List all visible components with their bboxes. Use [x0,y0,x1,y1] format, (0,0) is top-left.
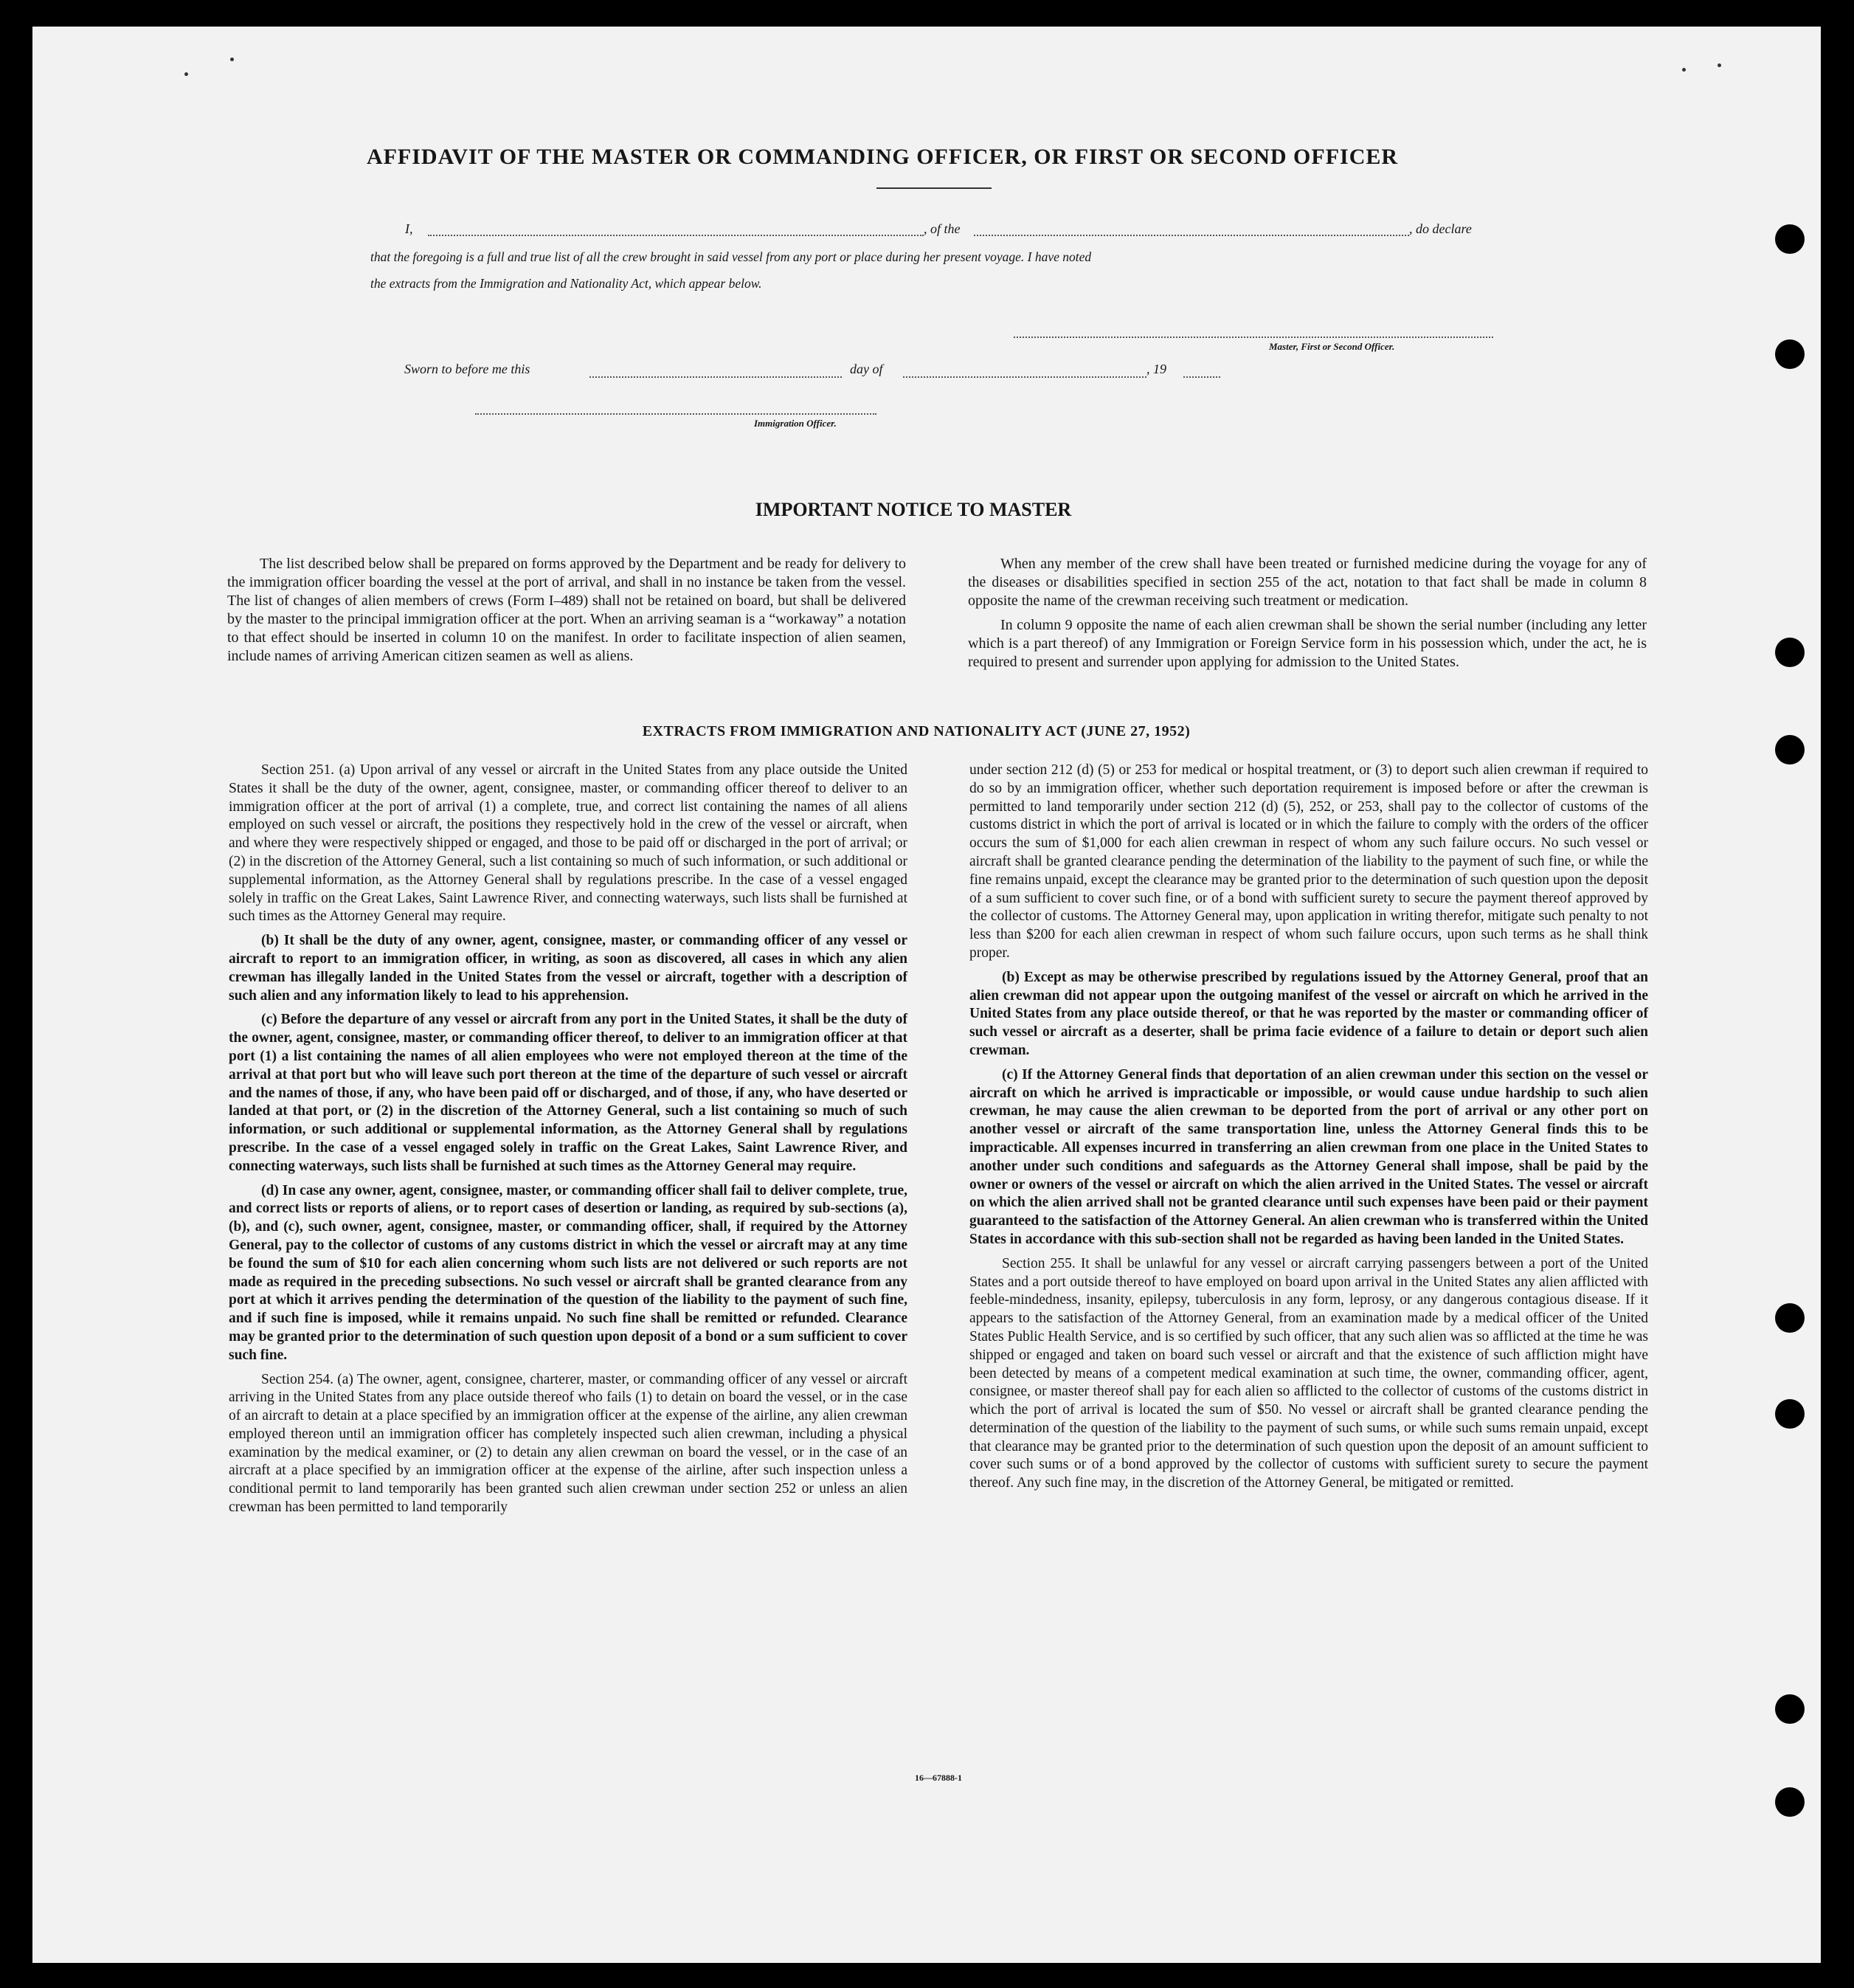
of-the-label: , of the [924,221,961,236]
extracts-left-column [229,762,907,1523]
year-label: , 19 [1146,362,1166,376]
declaration-line-1: that the foregoing is a full and true list of all the crew brought in said vessel from any port or place during her present voyage. I have noted [370,249,1092,264]
speck [230,58,234,61]
month-line[interactable] [903,376,1146,378]
year-line[interactable] [1183,376,1220,378]
section-254-b: (b) Except as may be otherwise prescribed by regulations issued by the Attorney General, proof that an alien crewman did not appear upon the outgoing manifest of the vessel or aircraft on which he arrived in the United States from any place outside thereof, or that he was reported by the master or commanding officer of such vessel or aircraft as a deserter, shall be prima facie evidence of a failure to detain or deport such alien crewman. [969,969,1648,1058]
notice-left-column [227,555,906,672]
section-254-c: (c) If the Attorney General finds that deportation of an alien crewman under this section on the vessel or aircraft on which he arrived is impracticable or impossible, or would cause undue hardship to such alien crewman, he may cause the alien crewman to be deported from the port of arrival or any other port on another vessel or aircraft of the same transportation line, unless the Attorney General finds this to be impracticable. All expenses incurred in transferring an alien crewman from one place in the United States to another under such conditions and safeguards as the Attorney General shall impose, shall be paid by the owner or owners of the vessel or aircraft on which the alien arrived in the United States. The vessel or aircraft on which the alien arrived shall not be granted clearance until such expenses have been paid or their payment guaranteed to the satisfaction of the Attorney General. An alien crewman who is transferred within the United States in accordance with this sub-section shall not be regarded as having been landed in the United States. [969,1066,1648,1247]
binder-hole [1775,1303,1805,1333]
notice-paragraph: The list described below shall be prepared on forms approved by the Department and be ready for delivery to the immigration officer boarding the vessel at the port of arrival, and shall in no instance be taken from the vessel. The list of changes of alien members of crews (Form I–489) shall not be retained on board, but shall be delivered by the master to the principal immigration officer at the port. When an arriving seaman is a “workaway” a notation to that effect should be inserted in column 10 on the manifest. In order to facilitate inspection of alien seamen, include names of arriving American citizen seamen as well as aliens. [227,556,906,664]
vessel-line[interactable] [974,235,1409,236]
binder-hole [1775,1399,1805,1429]
sworn-day-line[interactable] [589,376,842,378]
notice-title: IMPORTANT NOTICE TO MASTER [755,499,1072,520]
master-caption: Master, First or Second Officer. [1269,341,1395,352]
name-line[interactable] [428,235,924,236]
sworn-label: Sworn to before me this [404,362,530,376]
notice-paragraph: When any member of the crew shall have been treated or furnished medicine during the voyage for any of the diseases or disabilities specified in section 255 of the act, notation to that fact shall be made in column 8 opposite the name of the crewman receiving such treatment or medication. [968,556,1647,609]
section-255: Section 255. It shall be unlawful for any vessel or aircraft carrying passengers between a port of the United States and a port outside thereof to have employed on board upon arrival in the United States any alien afflicted with feeble-mindedness, insanity, epilepsy, tuberculosis in any form, leprosy, or any dangerous contagious disease. If it appears to the satisfaction of the Attorney General, from an examination made by a medical officer of the United States Public Health Service, and is so certified by such officer, that any such alien was so afflicted at the time he was shipped or engaged and taken on board such vessel or aircraft and that the existence of such affliction might have been detected by means of a competent medical examination at such time, the owner, commanding officer, agent, consignee, or master thereof shall pay for each alien so afflicted to the collector of customs of the customs district in which the port of arrival is located the sum of $50. No vessel or aircraft shall be granted clearance pending the determination of the question of the liability to the payment of such sums, or while such sums remain unpaid, except that clearance may be granted prior to the determination of such question upon the deposit of an amount sufficient to cover such sums or of a bond approved by the collector of customs with sufficient surety to secure the payment thereof. Any such fine may, in the discretion of the Attorney General, be mitigated or remitted. [969,1255,1648,1491]
do-declare-label: , do declare [1409,221,1472,236]
binder-hole [1775,1787,1805,1817]
affidavit-title: AFFIDAVIT OF THE MASTER OR COMMANDING OFFICER, OR FIRST OR SECOND OFFICER [366,145,1399,169]
section-251-c: (c) Before the departure of any vessel or aircraft from any port in the United States, it shall be the duty of the owner, agent, consignee, master, or commanding officer thereof, to deliver to an immigration officer at that port (1) a list containing the names of all alien employees who were not employed thereon at the time of the arrival at that port but who will leave such port thereon at the time of the departure of such vessel or aircraft and the names of those, if any, who have been paid off or discharged, and of those, if any, who have deserted or landed at that port, or (2) in the discretion of the Attorney General, such a list containing so much of such information, or such additional or supplemental information, as the Attorney General shall by regulations prescribe. In the case of a vessel engaged solely in traffic on the Great Lakes, Saint Lawrence River, and connecting waterways, such lists shall be furnished at such times as the Attorney General may require. [229,1012,907,1174]
officer-caption: Immigration Officer. [754,418,837,429]
speck [1718,63,1721,67]
section-254-a-cont: under section 212 (d) (5) or 253 for medical or hospital treatment, or (3) to deport such alien crewman if required to do so by an immigration officer, whether such deportation requirement is imposed before or after the crewman is permitted to land temporarily under section 212 (d) (5), 252, or 253, shall pay to the collector of customs of the customs district in which the port of arrival is located or in which the failure to comply with the orders of the officer occurs the sum of $1,000 for each alien crewman in respect of whom any such failure occurs. No such vessel or aircraft shall be granted clearance pending the determination of the liability to the payment of such fine, or while the fine remains unpaid, except the clearance may be granted prior to the determination of such question upon the deposit of a sum sufficient to cover such fine, or of a bond with sufficient surety to secure the payment thereof approved by the collector of customs. The Attorney General may, upon application in writing therefor, mitigate such penalty to not less than $200 for each alien crewman in respect of whom such failure occurs, upon such terms as he shall think proper. [969,762,1648,961]
binder-hole [1775,224,1805,254]
section-254-a: Section 254. (a) The owner, agent, consignee, charterer, master, or commanding officer of any vessel or aircraft arriving in the United States from any place outside thereof who fails (1) to detain on board the vessel, or in the case of an aircraft to detain at a place specified by an immigration officer at the expense of the airline, any alien crewman employed thereon until an immigration officer has completely inspected such alien crewman, including a physical examination by the medical examiner, or (2) to detain any alien crewman on board the vessel, or in the case of an aircraft at a place specified by an immigration officer at the expense of the airline, after such inspection unless a conditional permit to land temporarily has been granted such alien crewman under section 252 or unless an alien crewman has been permitted to land temporarily [229,1371,907,1516]
section-251-a: Section 251. (a) Upon arrival of any vessel or aircraft in the United States from any place outside the United States it shall be the duty of the owner, agent, consignee, master, or commanding officer thereof to deliver to an immigration officer at the port of arrival (1) a complete, true, and correct list containing the names of all aliens employed on such vessel or aircraft, the positions they respectively hold in the crew of the vessel or aircraft, when and where they were respectively shipped or engaged, and those to be paid off or discharged in the port of arrival; or (2) in the discretion of the Attorney General, such a list containing so much of such information, or such additional or supplemental information, as the Attorney General shall by regulations prescribe. In the case of a vessel engaged solely in traffic on the Great Lakes, Saint Lawrence River, and connecting waterways, such lists shall be furnished at such times as the Attorney General may require. [229,762,907,925]
notice-paragraph: In column 9 opposite the name of each alien crewman shall be shown the serial number (including any letter which is a part thereof) of any Immigration or Foreign Service form in his possession which, under the act, he is required to present and surrender upon applying for admission to the United States. [968,617,1647,670]
extracts-title: EXTRACTS FROM IMMIGRATION AND NATIONALITY ACT (JUNE 27, 1952) [642,723,1191,739]
bleed-through [84,366,94,416]
binder-hole [1775,1694,1805,1724]
title-rule [876,187,992,189]
binder-hole [1775,339,1805,369]
declaration-line-2: the extracts from the Immigration and Nationality Act, which appear below. [370,276,762,291]
speck [1682,68,1686,72]
speck [184,72,188,76]
binder-hole [1775,638,1805,667]
master-signature-line[interactable] [1014,336,1493,338]
i-label: I, [405,221,413,236]
extracts-right-column [969,762,1648,1499]
officer-signature-line[interactable] [475,413,876,415]
section-251-d: (d) In case any owner, agent, consignee, master, or commanding officer shall fail to deliver complete, true, and correct lists or reports of aliens, or to report cases of desertion or landing, as required by sub-sections (a), (b), and (c), such owner, agent, consignee, master, or commanding officer, shall, if required by the Attorney General, pay to the collector of customs of any customs district in which the vessel or aircraft may at any time be found the sum of $10 for each alien concerning whom such lists are not delivered or such reports are not made as required in the preceding subsections. No such vessel or aircraft shall be granted clearance from any port at which it arrives pending the determination of the question of the liability to the payment of such fine, and if such fine is imposed, while it remains unpaid. No such fine shall be remitted or refunded. Clearance may be granted prior to the determination of such question upon deposit of a bond or a sum sufficient to cover such fine. [229,1182,907,1363]
notice-right-column [968,555,1647,677]
section-251-b: (b) It shall be the duty of any owner, agent, consignee, master, or commanding officer of any vessel or aircraft to report to an immigration officer, in writing, as soon as discovered, all cases in which any alien crewman has illegally landed in the United States from the vessel or aircraft, together with a description of such alien and any information likely to lead to his apprehension. [229,933,907,1004]
form-code: 16—67888-1 [915,1773,962,1783]
day-of-label: day of [850,362,883,376]
document-page [32,27,1821,1963]
